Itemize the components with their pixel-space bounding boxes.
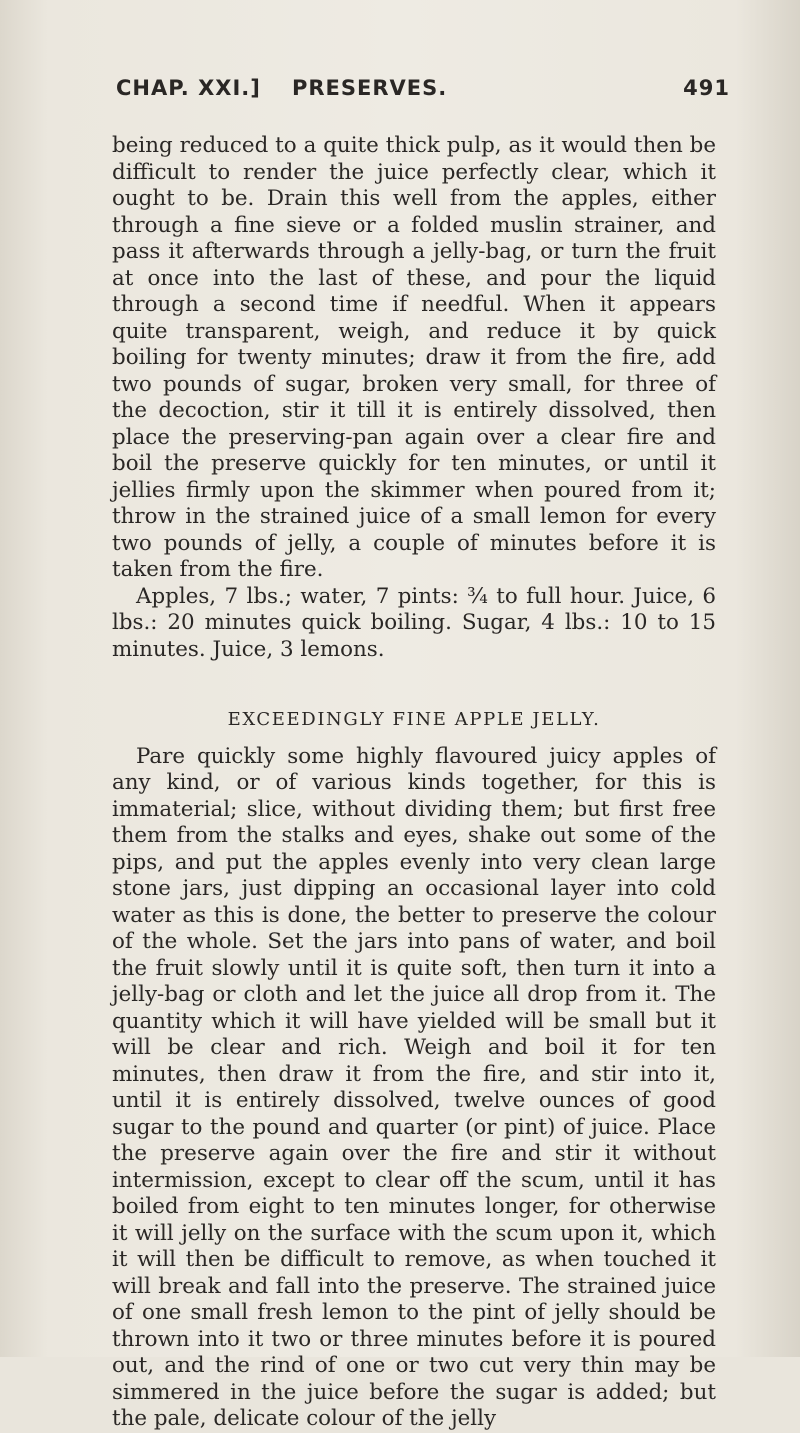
page-number: 491 [683,76,730,100]
continued-paragraph: being reduced to a quite thick pulp, as it would then be difficult to render the juice perfectly clear, which it ought to be. Drain this well from the apples, either through a fine sieve or a folded muslin strainer, and pass it afterwards through a jelly-bag, or turn the fruit at once into the last of these, and pour the liquid through a second time if needful. When it appears quite transparent, weigh, and reduce it by quick boiling for twenty minutes; draw it from the fire, add two pounds of sugar, broken very small, for three of the decoction, stir it till it is entirely dissolved, then place the preserving-pan again over a clear fire and boil the preserve quickly for ten minutes, or until it jellies firmly upon the skimmer when poured from it; throw in the strained juice of a small lemon for every two pounds of jelly, a couple of minutes before it is taken from the fire. [112,133,716,582]
recipe-heading: EXCEEDINGLY FINE APPLE JELLY. [227,709,601,730]
recipe-paragraph: Pare quickly some highly flavoured juicy apples of any kind, or of various kinds together, for this is immaterial; slice, without dividing them; but first free them from the stalks and eyes, shake out some of the pips, and put the apples evenly into very clean large stone jars, just dipping an occasional layer into cold water as this is done, the better to preserve the colour of the whole. Set the jars into pans of water, and boil the fruit slowly until it is quite soft, then turn it into a jelly-bag or cloth and let the juice all drop from it. The quantity which it will have yielded will be small but it will be clear and rich. Weigh and boil it for ten minutes, then draw it from the fire, and stir into it, until it is entirely dissolved, twelve ounces of good sugar to the pound and quarter (or pint) of juice. Place the preserve again over the fire and stir it without intermission, except to clear off the scum, until it has boiled from eight to ten minutes longer, for otherwise it will jelly on the surface with the scum upon it, which it will then be difficult to remove, as when touched it will break and fall into the preserve. The strained juice of one small fresh lemon to the pint of jelly should be thrown into it two or three minutes before it is poured out, and the rind of one or two cut very thin may be simmered in the juice before the sugar is added; but the pale, delicate colour of the jelly [112,743,716,1431]
section-title: PRESERVES. [292,76,448,100]
body-text [112,133,716,1433]
chapter-label: CHAP. XXI.] [116,76,261,100]
running-head [116,76,730,106]
ingredient-summary: Apples, 7 lbs.; water, 7 pints: ¾ to full hour. Juice, 6 lbs.: 20 minutes quick boiling. Sugar, 4 lbs.: 10 to 15 minutes. Juice, 3 lemons. [112,583,716,662]
